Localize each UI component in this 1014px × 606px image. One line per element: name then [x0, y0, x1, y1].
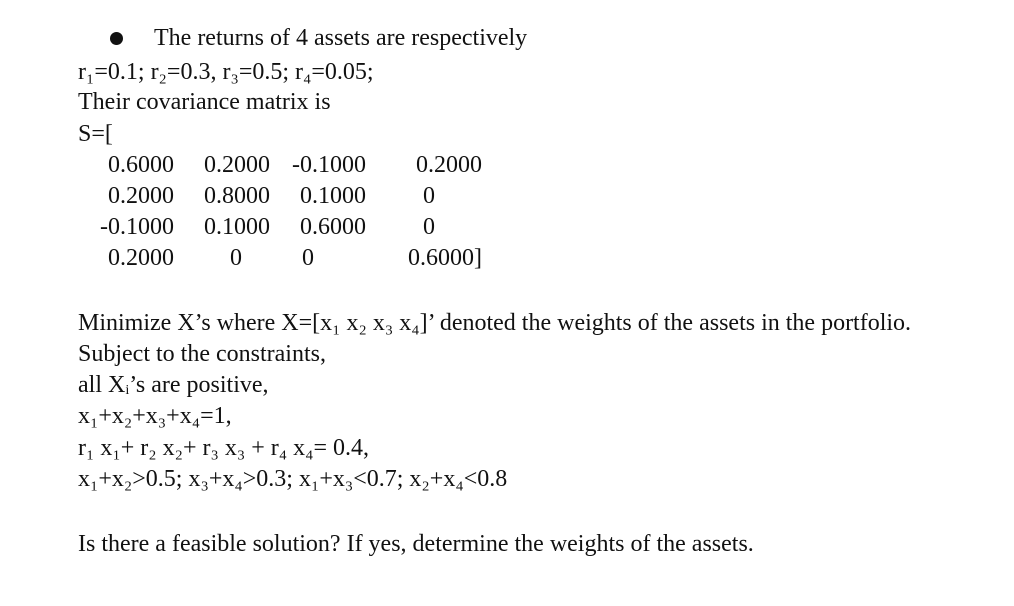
- matrix-open: S=[: [78, 121, 113, 147]
- matrix-row: [0, 213, 1014, 241]
- matrix-row: [0, 151, 1014, 179]
- matrix-cell: 0.1000: [300, 183, 366, 209]
- matrix-cell: 0: [230, 245, 242, 271]
- matrix-cell: -0.1000: [100, 214, 174, 240]
- matrix-cell: 0.6000: [300, 214, 366, 240]
- matrix-cell: 0.6000]: [408, 245, 482, 271]
- matrix-cell: 0: [423, 183, 435, 209]
- bullet-icon: [110, 32, 123, 45]
- matrix-cell: 0: [423, 214, 435, 240]
- returns-line: r₁=0.1; r₂=0.3, r₃=0.5; r₄=0.05;: [78, 59, 374, 85]
- intro-text: The returns of 4 assets are respectively: [154, 25, 528, 51]
- constraint-line: all Xᵢ’s are positive,: [78, 372, 269, 398]
- matrix-cell: 0.2000: [108, 183, 174, 209]
- matrix-cell: 0.8000: [204, 183, 270, 209]
- matrix-row: [0, 182, 1014, 210]
- objective-line: Minimize X’s where X=[x₁ x₂ x₃ x₄]’ denoted the weights of the assets in the portfolio.: [78, 310, 912, 336]
- matrix-cell: -0.1000: [292, 152, 366, 178]
- subject-line: Subject to the constraints,: [78, 341, 326, 367]
- matrix-cell: 0: [302, 245, 314, 271]
- matrix-cell: 0.2000: [204, 152, 270, 178]
- matrix-cell: 0.1000: [204, 214, 270, 240]
- matrix-row: [0, 244, 1014, 272]
- covariance-intro: Their covariance matrix is: [78, 89, 331, 115]
- constraint-line: x₁+x₂>0.5; x₃+x₄>0.3; x₁+x₃<0.7; x₂+x₄<0.8: [78, 466, 508, 492]
- constraint-line: r₁ x₁+ r₂ x₂+ r₃ x₃ + r₄ x₄= 0.4,: [78, 435, 370, 461]
- matrix-cell: 0.2000: [108, 245, 174, 271]
- question-line: Is there a feasible solution? If yes, determine the weights of the assets.: [78, 531, 754, 557]
- matrix-cell: 0.6000: [108, 152, 174, 178]
- matrix-cell: 0.2000: [416, 152, 482, 178]
- constraint-line: x₁+x₂+x₃+x₄=1,: [78, 403, 232, 429]
